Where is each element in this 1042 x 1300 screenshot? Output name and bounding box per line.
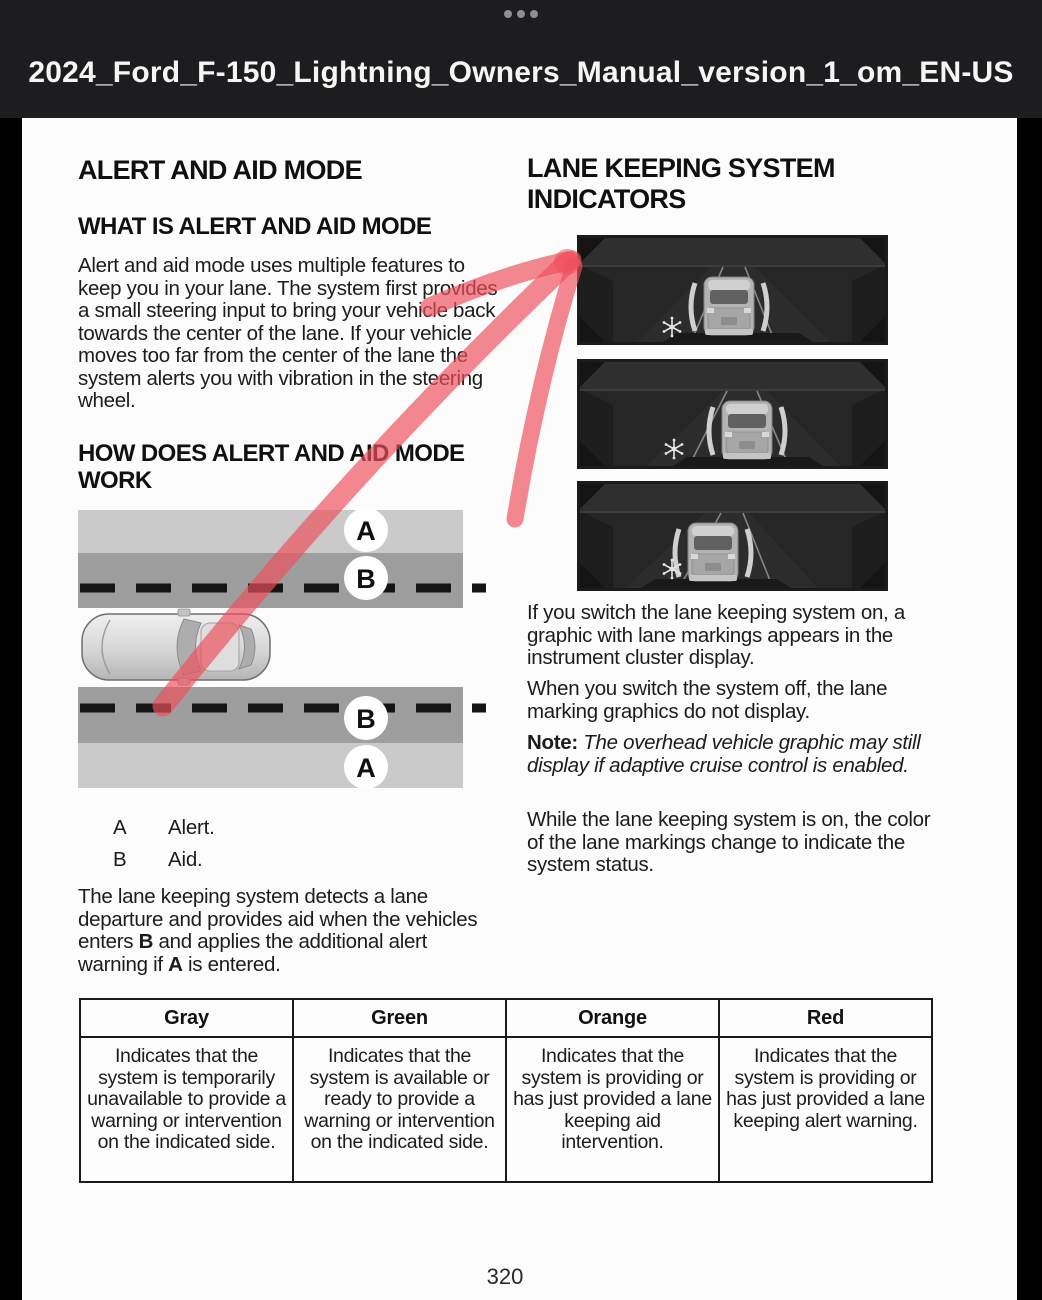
- table-header-orange: Orange: [506, 999, 719, 1037]
- table-cell-red: [719, 1037, 932, 1182]
- callout-label-b-top: B: [356, 564, 376, 594]
- sheet-grabber-dots-icon[interactable]: [504, 10, 538, 18]
- table-cell-orange: [506, 1037, 719, 1182]
- diagram-legend: [113, 812, 413, 876]
- table-row: [80, 1037, 932, 1182]
- bold-ref-a: A: [168, 952, 183, 976]
- cluster-display-image-3: [577, 481, 888, 591]
- aid-zone-band-top: [78, 553, 463, 608]
- note-label: Note:: [527, 731, 578, 754]
- callout-label-b-bottom: B: [356, 704, 376, 734]
- section-heading-alert-and-aid-mode: ALERT AND AID MODE: [78, 155, 362, 185]
- cell-text: Indicates that the system is available or ready to provide a warning or intervention on the indicated side.: [304, 1045, 495, 1153]
- dot-icon: [504, 10, 512, 18]
- section-heading-lane-keeping-indicators: LANE KEEPING SYSTEM INDICATORS: [527, 153, 835, 214]
- note-paragraph: [527, 732, 943, 777]
- title-bar: [0, 0, 1042, 118]
- legend-key-b: B: [113, 848, 127, 871]
- legend-row-alert: [113, 812, 413, 844]
- bold-ref-b: B: [138, 930, 154, 953]
- cluster-display-image-2: [577, 359, 888, 469]
- paragraph-system-on: If you switch the lane keeping system on, a graphic with lane markings appears in the instrument cluster display.: [527, 601, 905, 669]
- alert-zone-band-bottom: [78, 743, 463, 788]
- paragraph-system-status: While the lane keeping system is on, the color of the lane markings change to indicate the system status.: [527, 808, 931, 876]
- lane-marking-status-table: [79, 998, 933, 1183]
- table-cell-green: [293, 1037, 506, 1182]
- paragraph-lane-departure: [78, 886, 502, 976]
- callout-label-a-top: A: [356, 516, 376, 546]
- alert-zone-band-top: [78, 510, 463, 553]
- lane-zones-diagram: [78, 510, 488, 790]
- legend-row-aid: [113, 844, 413, 876]
- table-header-row: [80, 999, 932, 1037]
- cell-text: Indicates that the system is providing or has just provided a lane keeping alert warning.: [726, 1045, 925, 1132]
- paragraph-fragment: and applies the additional alert warning if: [78, 930, 427, 976]
- document-filename: 2024_Ford_F-150_Lightning_Owners_Manual_version_1_om_EN-US: [28, 56, 1014, 89]
- car-top-view: [82, 609, 270, 685]
- cell-text: Indicates that the system is providing or has just provided a lane keeping aid intervention.: [513, 1045, 712, 1153]
- note-body: The overhead vehicle graphic may still display if adaptive cruise control is enabled.: [527, 731, 921, 777]
- table-header-red: Red: [719, 999, 932, 1037]
- callout-label-a-bottom: A: [356, 753, 376, 783]
- page-number: 320: [486, 1264, 524, 1289]
- subheading-what-is-alert-and-aid-mode: WHAT IS ALERT AND AID MODE: [78, 213, 432, 240]
- subheading-how-does-alert-and-aid-mode-work: HOW DOES ALERT AND AID MODE WORK: [78, 440, 465, 494]
- aid-zone-band-bottom: [78, 687, 463, 743]
- cluster-display-image-1: [577, 235, 888, 345]
- paragraph-fragment: is entered.: [182, 952, 281, 976]
- paragraph-fragment: The lane keeping system detects a lane departure and provides aid when the vehicles enters: [78, 885, 478, 953]
- dot-icon: [530, 10, 538, 18]
- legend-desc-alert: Alert.: [168, 816, 215, 839]
- paragraph-system-off: When you switch the system off, the lane marking graphics do not display.: [527, 677, 888, 723]
- paragraph-alert-aid-description: Alert and aid mode uses multiple features to keep you in your lane. The system first provides a small steering input to bring your vehicle back towards the center of the lane. If your vehicle moves too far from the center of the lane the system alerts you with vibration in the steering wheel.: [78, 254, 498, 412]
- dot-icon: [517, 10, 525, 18]
- table-header-gray: Gray: [80, 999, 293, 1037]
- table-cell-gray: [80, 1037, 293, 1182]
- table-header-green: Green: [293, 999, 506, 1037]
- manual-page[interactable]: [22, 118, 1017, 1300]
- cell-text: Indicates that the system is temporarily unavailable to provide a warning or intervention on the indicated side.: [87, 1045, 286, 1153]
- legend-key-a: A: [113, 816, 127, 839]
- legend-desc-aid: Aid.: [168, 848, 203, 871]
